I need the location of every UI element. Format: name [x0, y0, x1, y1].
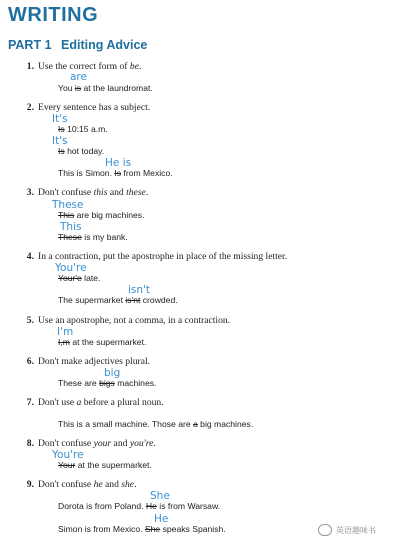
example-6: These are bigs machines.: [58, 378, 157, 388]
example-4a: Your'e late.: [58, 273, 101, 283]
example-5: I,m at the supermarket.: [58, 337, 147, 347]
correction-3b: This: [60, 221, 82, 233]
rule-1: 1. Use the correct form of be.: [26, 61, 142, 72]
correction-5: I'm: [57, 326, 74, 338]
wechat-bubble-icon: [318, 524, 332, 536]
correction-9b: He: [154, 513, 169, 525]
correction-2b: It's: [52, 135, 68, 147]
correction-2a: It's: [52, 113, 68, 125]
rule-6: 6. Don't make adjectives plural.: [26, 356, 151, 367]
example-8: Your at the supermarket.: [58, 460, 152, 470]
example-3a: This are big machines.: [58, 210, 145, 220]
correction-2c: He is: [105, 157, 132, 169]
example-2a: Is 10:15 a.m.: [58, 124, 108, 134]
example-9a: Dorota is from Poland. He is from Warsaw.: [58, 501, 221, 511]
part-name: Editing Advice: [61, 38, 148, 52]
correction-4a: You're: [55, 262, 87, 274]
rule-8: 8. Don't confuse your and you're.: [26, 438, 156, 449]
rule-7: 7. Don't use a before a plural noun.: [26, 397, 164, 408]
example-9b: Simon is from Mexico. She speaks Spanish.: [58, 524, 226, 534]
part-number: PART 1: [8, 38, 52, 52]
example-1: You is at the laundromat.: [58, 83, 153, 93]
example-3b: These is my bank.: [58, 232, 128, 242]
rule-9: 9. Don't confuse he and she.: [26, 479, 137, 490]
example-4b: The supermarket is'nt crowded.: [58, 295, 178, 305]
example-2b: Is hot today.: [58, 146, 105, 156]
rule-2: 2. Every sentence has a subject.: [26, 102, 151, 113]
correction-6: big: [104, 367, 121, 379]
page-title: WRITING: [8, 4, 99, 26]
example-2c: This is Simon. Is from Mexico.: [58, 168, 173, 178]
correction-4b: isn't: [128, 284, 151, 296]
watermark: [318, 524, 376, 536]
example-7: This is a small machine. Those are a big machines.: [58, 419, 254, 429]
correction-9a: She: [150, 490, 170, 502]
correction-8: You're: [52, 449, 84, 461]
part-heading: [8, 38, 147, 52]
correction-1: are: [70, 71, 87, 83]
correction-3a: These: [52, 199, 84, 211]
rule-4: 4. In a contraction, put the apostrophe in place of the missing letter.: [26, 251, 288, 262]
rule-3: 3. Don't confuse this and these.: [26, 187, 149, 198]
rule-5: 5. Use an apostrophe, not a comma, in a contraction.: [26, 315, 231, 326]
watermark-text: 英语趣味书: [336, 525, 376, 535]
